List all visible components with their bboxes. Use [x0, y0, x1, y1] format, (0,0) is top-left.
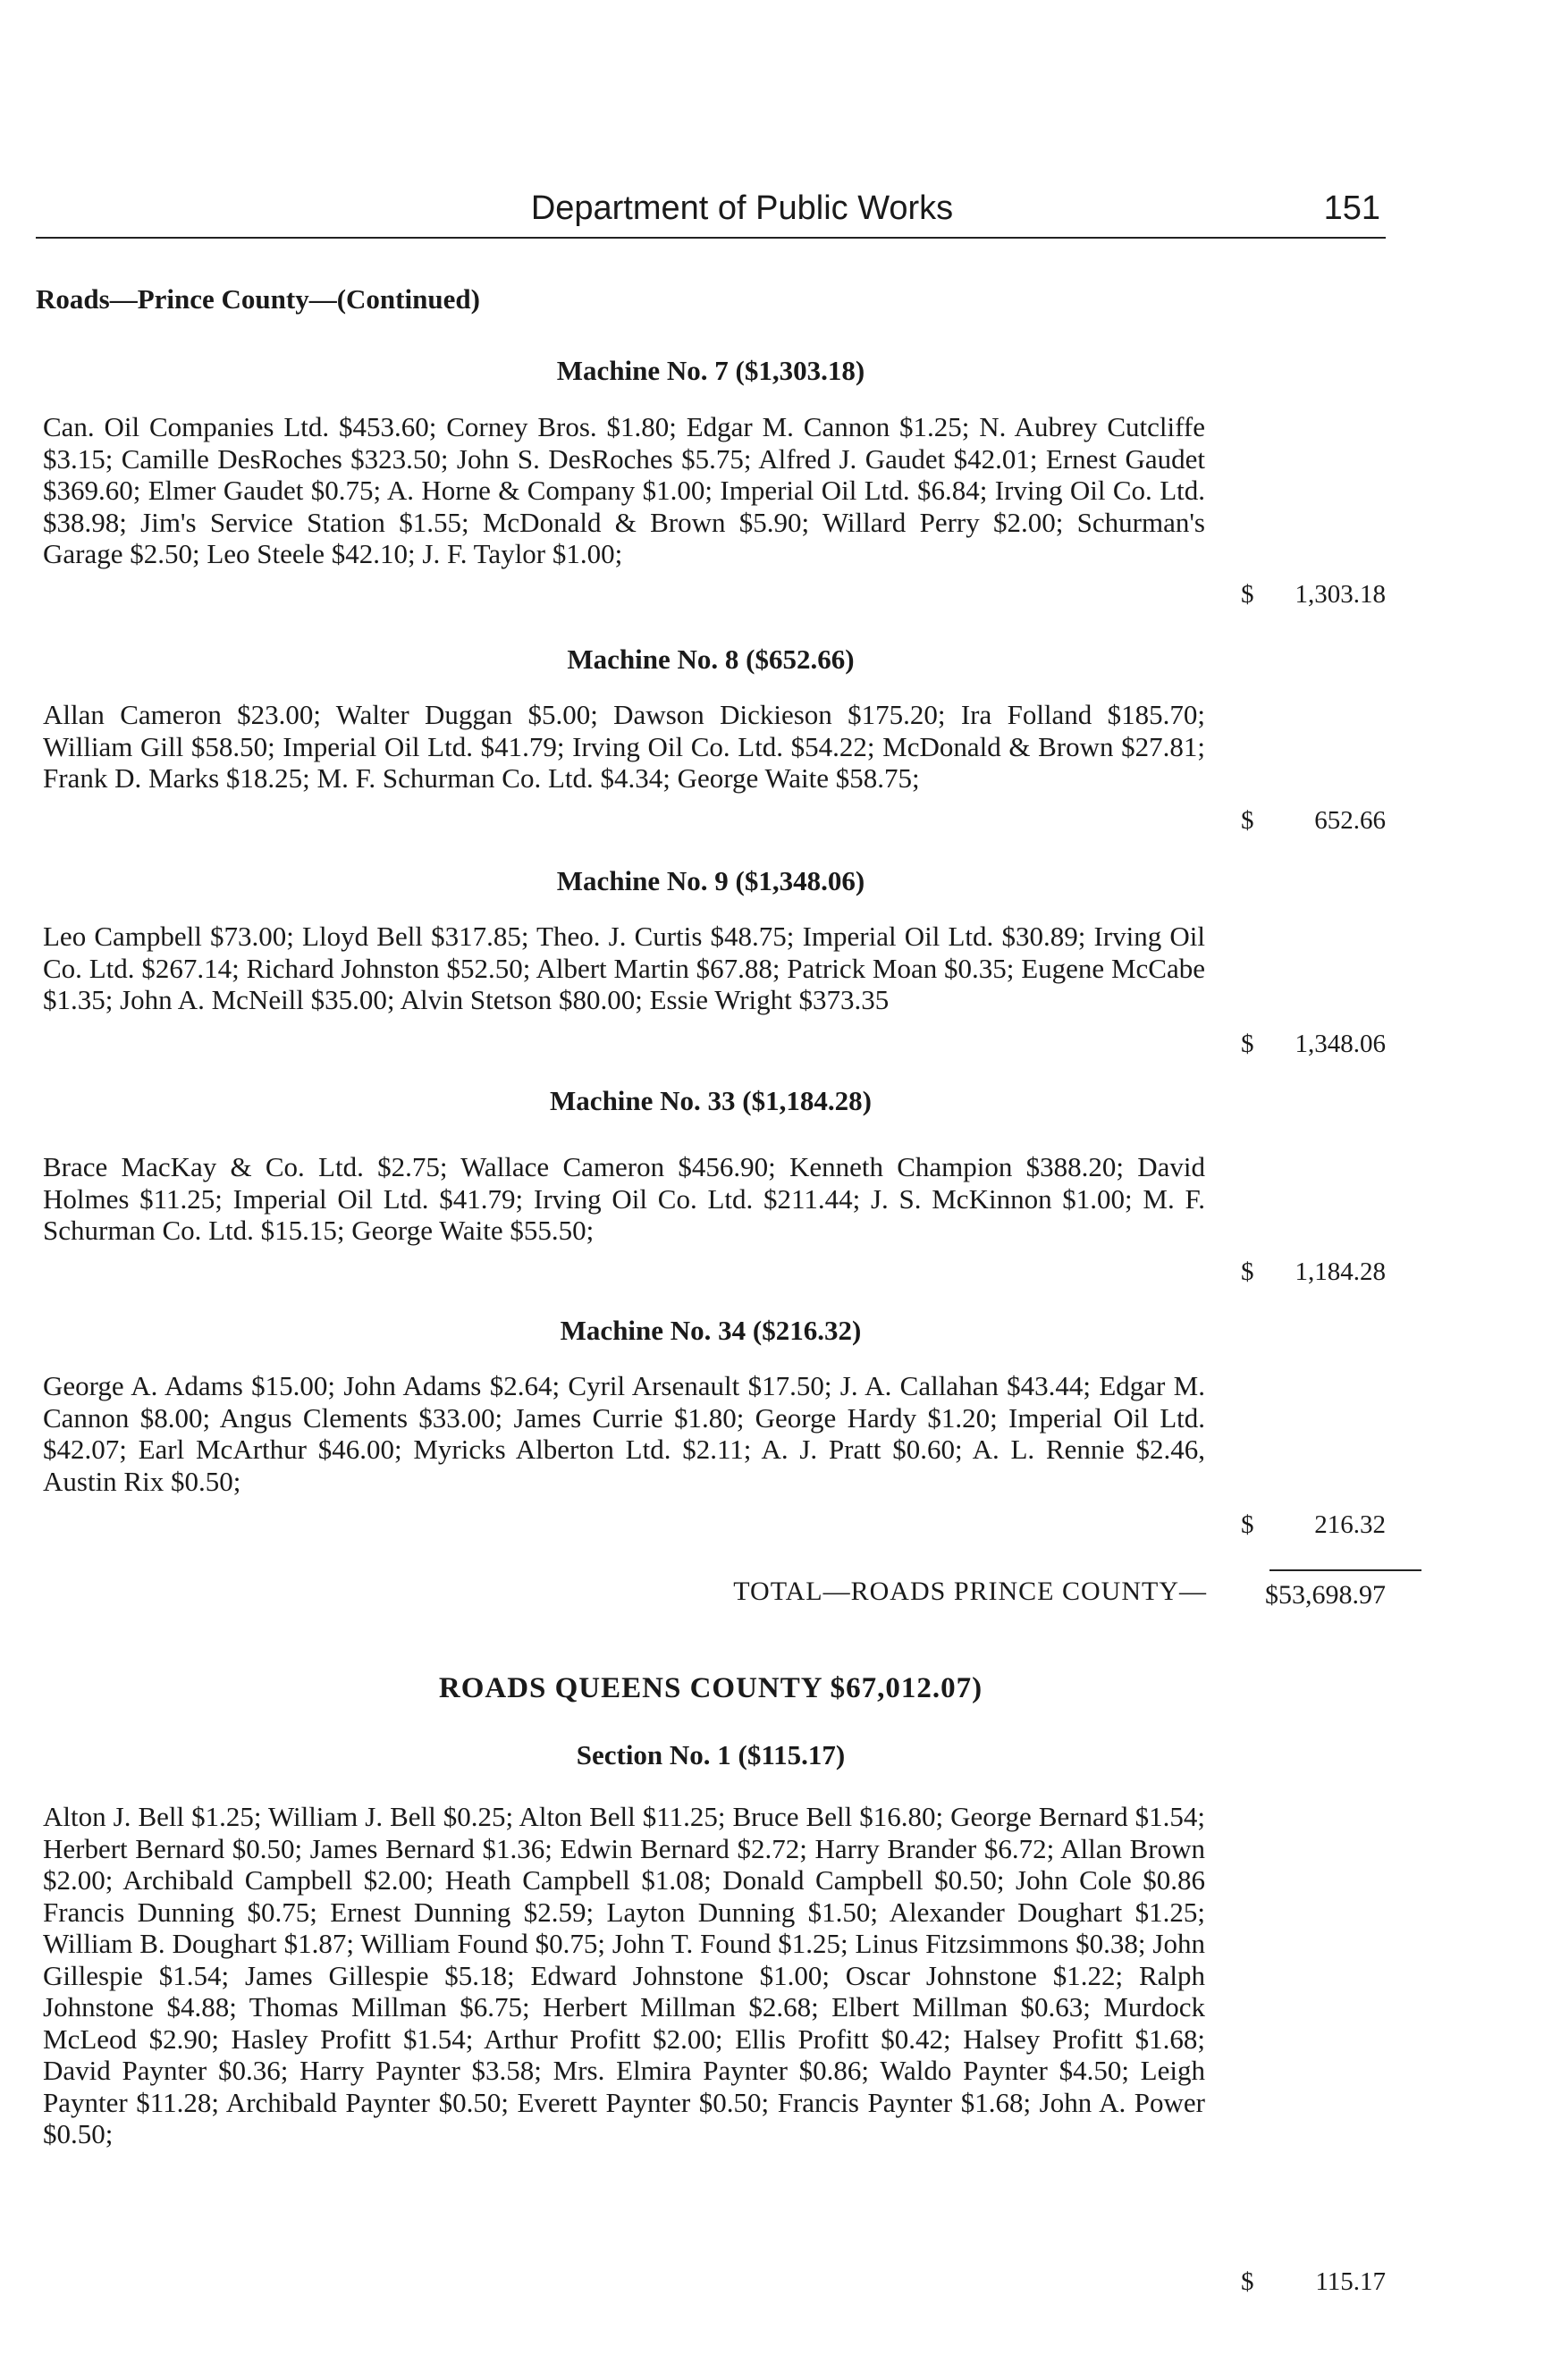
entry-text-machine-8: Allan Cameron $23.00; Walter Duggan $5.00; Dawson Dickieson $175.20; Ira Folland $185.70; William Gill $58.50; Imperial Oil Ltd. $41.79; Irving Oil Co. Ltd. $54.22; McDonald & Brown $27.81; Frank D. Marks $18.25; M. F. Schurman Co. Ltd. $4.34; George Waite $58.75; [43, 699, 1205, 794]
section-heading-machine-33: Machine No. 33 ($1,184.28) [550, 1085, 872, 1116]
amount-value: 1,348.06 [1295, 1030, 1386, 1058]
section-heading-machine-8: Machine No. 8 ($652.66) [567, 643, 855, 675]
running-header [36, 183, 1386, 239]
page-number: 151 [1323, 189, 1380, 227]
total-label: TOTAL—ROADS PRINCE COUNTY— [733, 1577, 1207, 1606]
entry-text-machine-7: Can. Oil Companies Ltd. $453.60; Corney Bros. $1.80; Edgar M. Cannon $1.25; N. Aubrey Cutcliffe $3.15; Camille DesRoches $323.50; John S. DesRoches $5.75; Alfred J. Gaudet $42.01; Ernest Gaudet $369.60; Elmer Gaudet $0.75; A. Horne & Company $1.00; Imperial Oil Ltd. $6.84; Irving Oil Co. Ltd. $38.98; Jim's Service Station $1.55; McDonald & Brown $5.90; Willard Perry $2.00; Schurman's Garage $2.50; Leo Steele $42.10; J. F. Taylor $1.00; [43, 411, 1205, 569]
currency-symbol: $ [1241, 806, 1254, 835]
section-heading-machine-34: Machine No. 34 ($216.32) [560, 1315, 862, 1346]
entry-text-machine-34: George A. Adams $15.00; John Adams $2.64; Cyril Arsenault $17.50; J. A. Callahan $43.44; Edgar M. Cannon $8.00; Angus Clements $33.00; James Currie $1.80; George Hardy $1.20; Imperial Oil Ltd. $42.07; Earl McArthur $46.00; Myricks Alberton Ltd. $2.11; A. J. Pratt $0.60; A. L. Rennie $2.46, Austin Rix $0.50; [43, 1370, 1205, 1497]
section-heading-machine-7: Machine No. 7 ($1,303.18) [556, 355, 865, 386]
total-row [36, 1573, 1386, 1610]
total-rule [1269, 1569, 1421, 1571]
amount-value: 1,184.28 [1295, 1257, 1386, 1286]
section-heading-section-1: Section No. 1 ($115.17) [576, 1739, 846, 1770]
currency-symbol: $ [1241, 1257, 1254, 1286]
continuation-heading: Roads—Prince County—(Continued) [36, 283, 480, 315]
amount-value: 216.32 [1314, 1510, 1386, 1539]
currency-symbol: $ [1241, 1510, 1254, 1539]
amount-value: 652.66 [1314, 806, 1386, 835]
entry-text-section-1: Alton J. Bell $1.25; William J. Bell $0.25; Alton Bell $11.25; Bruce Bell $16.80; George Bernard $1.54; Herbert Bernard $0.50; James Bernard $1.36; Edwin Bernard $2.72; Harry Brander $6.72; Allan Brown $2.00; Archibald Campbell $2.00; Heath Campbell $1.08; Donald Campbell $0.50; John Cole $0.86 Francis Dunning $0.75; Ernest Dunning $2.59; Layton Dunning $1.50; Alexander Doughart $1.25; William B. Doughart $1.87; William Found $0.75; John T. Found $1.25; Linus Fitzsimmons $0.38; John Gillespie $1.54; James Gillespie $5.18; Edward Johnstone $1.00; Oscar Johnstone $1.22; Ralph Johnstone $4.88; Thomas Millman $6.75; Herbert Millman $2.68; Elbert Millman $0.63; Murdock McLeod $2.90; Hasley Profitt $1.54; Arthur Profitt $2.00; Ellis Profitt $0.42; Halsey Profitt $1.68; David Paynter $0.36; Harry Paynter $3.58; Mrs. Elmira Paynter $0.86; Waldo Paynter $4.50; Leigh Paynter $11.28; Archibald Paynter $0.50; Everett Paynter $0.50; Francis Paynter $1.68; John A. Power $0.50; [43, 1801, 1205, 2149]
county-heading-queens: ROADS QUEENS COUNTY $67,012.07) [438, 1672, 983, 1704]
amount-value: 115.17 [1315, 2267, 1386, 2296]
currency-symbol: $ [1241, 580, 1254, 609]
entry-text-machine-9: Leo Campbell $73.00; Lloyd Bell $317.85; Theo. J. Curtis $48.75; Imperial Oil Ltd. $30.89; Irving Oil Co. Ltd. $267.14; Richard Johnston $52.50; Albert Martin $67.88; Patrick Moan $0.35; Eugene McCabe $1.35; John A. McNeill $35.00; Alvin Stetson $80.00; Essie Wright $373.35 [43, 921, 1205, 1015]
currency-symbol: $ [1241, 1030, 1254, 1058]
total-amount: $53,698.97 [1265, 1580, 1386, 1610]
entry-text-machine-33: Brace MacKay & Co. Ltd. $2.75; Wallace Cameron $456.90; Kenneth Champion $388.20; David Holmes $11.25; Imperial Oil Ltd. $41.79; Irving Oil Co. Ltd. $211.44; J. S. McKinnon $1.00; M. F. Schurman Co. Ltd. $15.15; George Waite $55.50; [43, 1151, 1205, 1246]
page-title: Department of Public Works [530, 189, 954, 227]
currency-symbol: $ [1241, 2267, 1254, 2296]
amount-value: 1,303.18 [1295, 580, 1386, 609]
section-heading-machine-9: Machine No. 9 ($1,348.06) [556, 865, 865, 896]
